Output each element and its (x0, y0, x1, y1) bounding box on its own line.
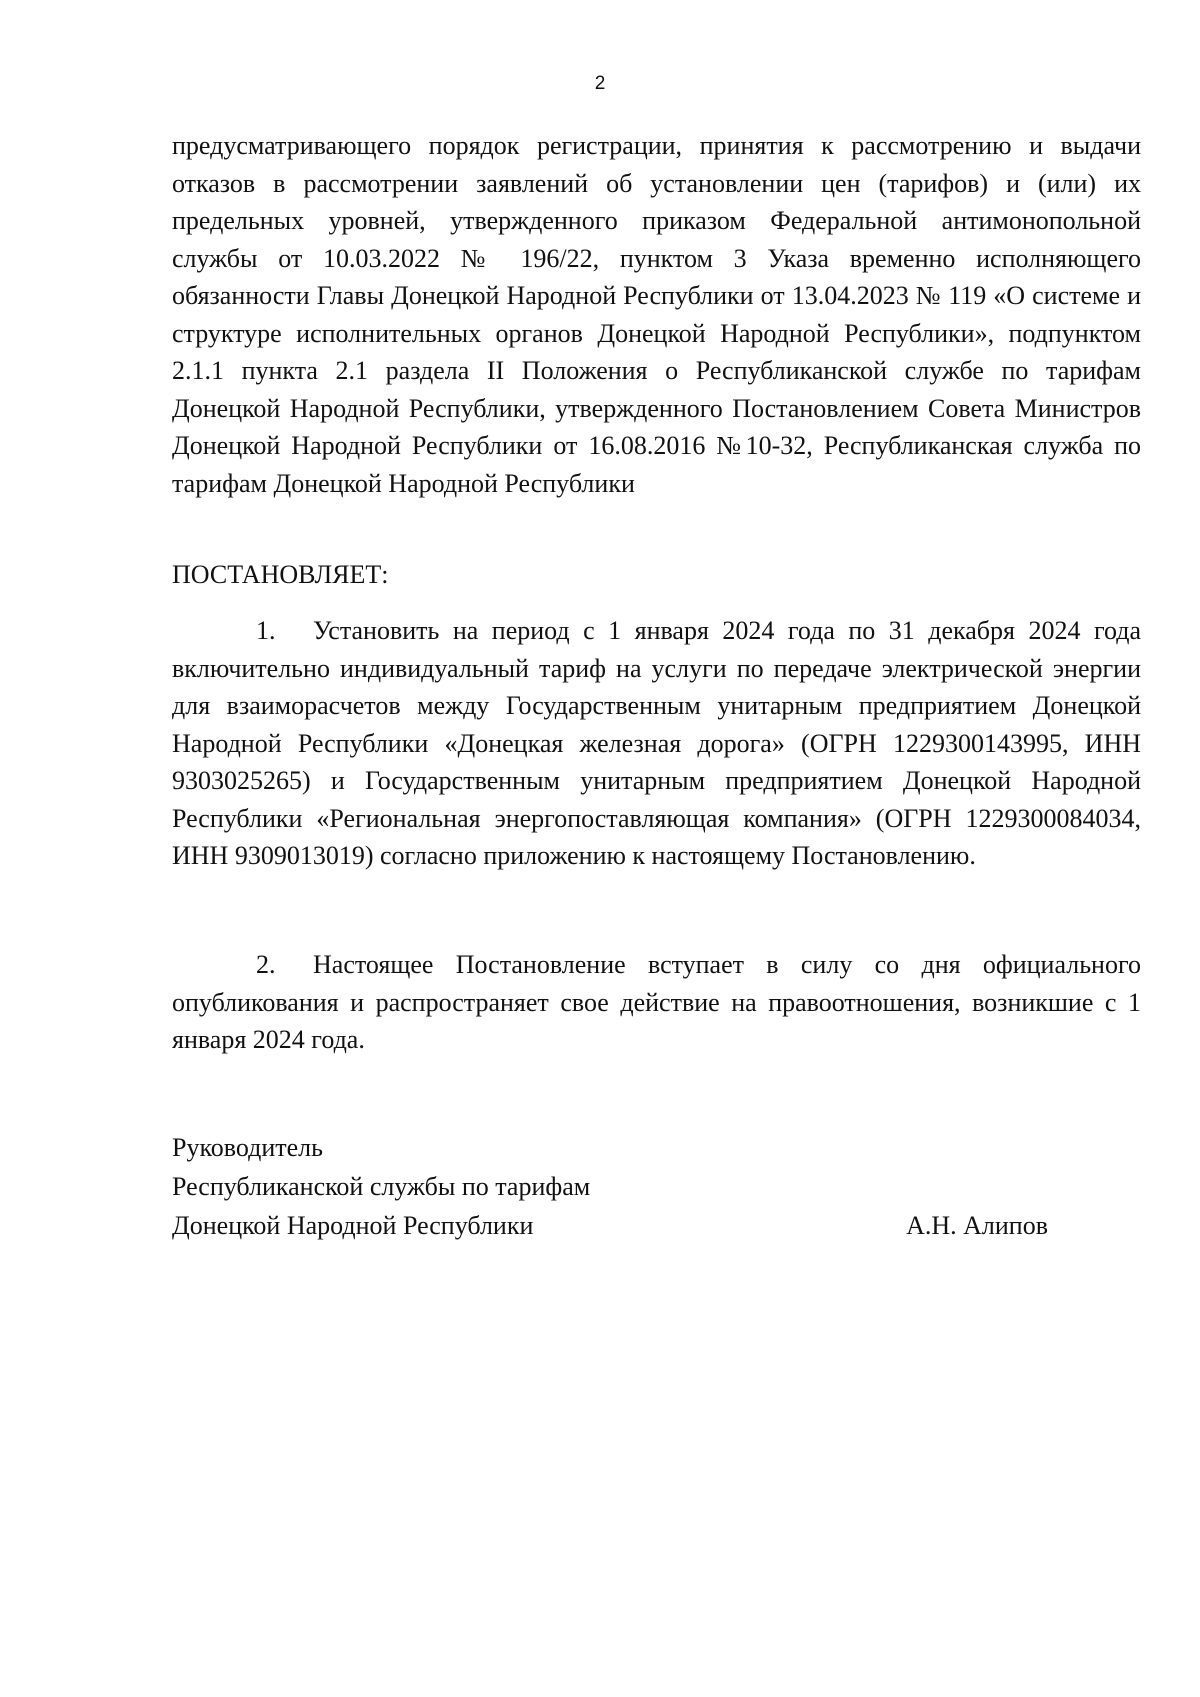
resolution-item-2 (172, 946, 1141, 1059)
signature-block (172, 1128, 1048, 1245)
signature-row (172, 1206, 1048, 1245)
item-number: 2. (256, 950, 276, 979)
signatory-position-line-3: Донецкой Народной Республики (172, 1211, 534, 1240)
signatory-position-line-1: Руководитель (172, 1133, 323, 1162)
intro-paragraph: предусматривающего порядок регистрации, принятия к рассмотрению и выдачи отказов в рассмотрении заявлений об установлении цен (тарифов) и (или) их предельных уровней, утвержденного приказом Федеральной антимонопольной службы от 10.03.2022 № 196/22, пунктом 3 Указа временно исполняющего обязанности Главы Донецкой Народной Республики от 13.04.2023 № 119 «О системе и структуре исполнительных органов Донецкой Народной Республики», подпунктом 2.1.1 пункта 2.1 раздела II Положения о Республиканской службе по тарифам Донецкой Народной Республики, утвержденного Постановлением Совета Министров Донецкой Народной Республики от 16.08.2016 №10-32, Республиканская служба по тарифам Донецкой Народной Республики (172, 131, 1141, 498)
page-number: 2 (594, 73, 606, 94)
signatory-name: А.Н. Алипов (906, 1211, 1048, 1240)
item-text: Настоящее Постановление вступает в силу со дня официального опубликования и распространяет свое действие на правоотношения, возникшие с 1 января 2024 года. (172, 950, 1141, 1054)
item-text: Установить на период с 1 января 2024 года по 31 декабря 2024 года включительно индивидуальный тариф на услуги по передаче электрической энергии для взаиморасчетов между Государственным унитарным предприятием Донецкой Народной Республики «Донецкая железная дорога» (ОГРН 1229300143995, ИНН 9303025265) и Государственным унитарным предприятием Донецкой Народной Республики «Региональная энергопоставляющая компания» (ОГРН 1229300084034, ИНН 9309013019) согласно приложению к настоящему Постановлению. (172, 616, 1141, 870)
resolution-item-1 (172, 612, 1141, 875)
signatory-position-line-2: Республиканской службы по тарифам (172, 1172, 591, 1201)
item-number: 1. (256, 616, 276, 645)
resolves-heading: ПОСТАНОВЛЯЕТ: (172, 560, 389, 589)
